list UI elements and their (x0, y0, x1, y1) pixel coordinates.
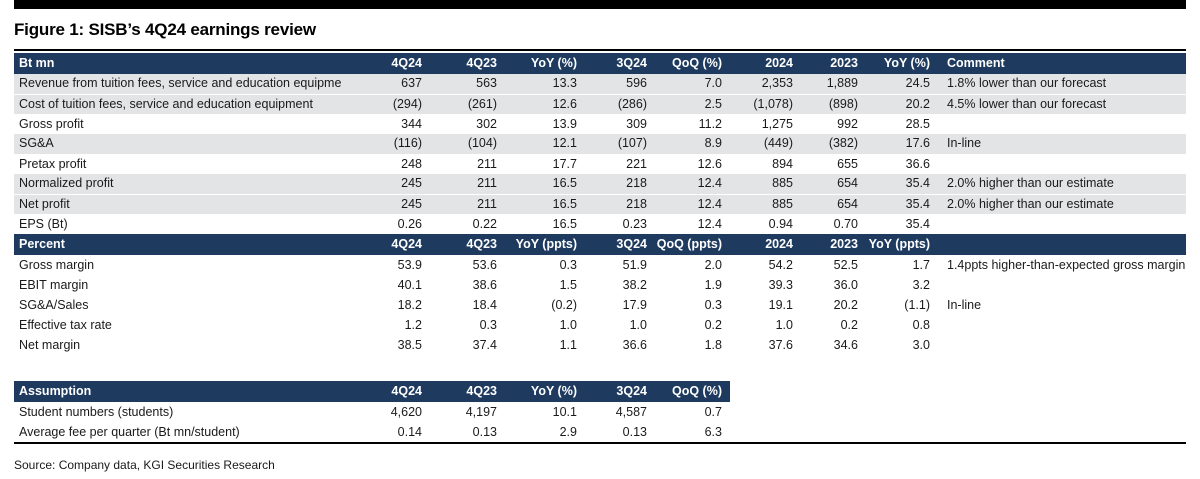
value-cell: 211 (430, 174, 505, 194)
value-cell: 0.3 (704, 297, 722, 312)
value-cell: 12.6 (505, 94, 585, 114)
column-header: QoQ (%) (655, 381, 730, 402)
column-header: 2024 (730, 53, 801, 74)
value-cell: 0.14 (397, 424, 422, 439)
value-cell: 654 (801, 174, 866, 194)
comment-cell: In-line (938, 134, 1186, 154)
value-cell: 16.5 (505, 194, 585, 214)
value-cell: 0.3 (559, 257, 577, 272)
column-header: 4Q23 (430, 234, 505, 255)
value-cell: 37.4 (472, 337, 497, 352)
table-row (14, 114, 1186, 134)
row-label: SG&A/Sales (19, 297, 89, 312)
row-label: SG&A (14, 134, 346, 154)
value-cell: (294) (346, 94, 430, 114)
column-header (938, 234, 1186, 255)
value-cell: 309 (626, 116, 647, 131)
comment-cell: 1.4ppts higher-than-expected gross margin (947, 257, 1186, 272)
column-header: YoY (ppts) (505, 234, 585, 255)
value-cell: 1.1 (559, 337, 577, 352)
comment-cell (938, 214, 1186, 234)
row-label: Average fee per quarter (Bt mn/student) (19, 424, 240, 439)
value-cell: 885 (730, 194, 801, 214)
value-cell: 1.8 (704, 337, 722, 352)
value-cell: 1.0 (629, 317, 647, 332)
column-header: YoY (%) (505, 381, 585, 402)
row-label: Net margin (19, 337, 81, 352)
value-cell: 13.3 (505, 74, 585, 94)
value-cell: 12.4 (697, 216, 722, 231)
value-cell: 17.6 (866, 134, 938, 154)
column-header: 2023 (801, 53, 866, 74)
value-cell: 0.26 (397, 216, 422, 231)
value-cell: 36.0 (833, 277, 858, 292)
section-header-label: Percent (14, 234, 346, 255)
comment-cell: 2.0% higher than our estimate (938, 194, 1186, 214)
value-cell: 637 (346, 74, 430, 94)
value-cell: 19.1 (768, 297, 793, 312)
value-cell: 20.2 (866, 94, 938, 114)
value-cell: 992 (837, 116, 858, 131)
comment-cell: 4.5% lower than our forecast (938, 94, 1186, 114)
value-cell: (382) (801, 134, 866, 154)
value-cell: (261) (430, 94, 505, 114)
value-cell: 1,889 (801, 74, 866, 94)
value-cell: 12.4 (655, 174, 730, 194)
value-cell: 0.2 (704, 317, 722, 332)
value-cell: 211 (430, 194, 505, 214)
column-header: 3Q24 (585, 381, 655, 402)
row-label: Pretax profit (19, 156, 87, 171)
value-cell: (107) (585, 134, 655, 154)
value-cell: 34.6 (833, 337, 858, 352)
value-cell: 38.6 (472, 277, 497, 292)
value-cell: 4,620 (390, 404, 422, 419)
value-cell: (116) (346, 134, 430, 154)
value-cell: 0.7 (704, 404, 722, 419)
value-cell: 16.5 (505, 174, 585, 194)
row-label: EPS (Bt) (19, 216, 68, 231)
value-cell: 28.5 (905, 116, 930, 131)
value-cell: 20.2 (833, 297, 858, 312)
assumptions-table (14, 381, 730, 442)
section-header-label: Assumption (14, 381, 346, 402)
header-row (14, 381, 730, 402)
column-header: 2023 (801, 234, 866, 255)
comment-cell (938, 154, 1186, 174)
comment-cell: In-line (947, 297, 982, 312)
value-cell: 1.5 (559, 277, 577, 292)
value-cell: 211 (477, 156, 497, 171)
value-cell: 51.9 (622, 257, 647, 272)
value-cell: 0.94 (768, 216, 793, 231)
table-row (14, 275, 1186, 295)
column-header: YoY (%) (866, 53, 938, 74)
row-label: Cost of tuition fees, service and education equipment (14, 94, 346, 114)
value-cell: 1.9 (704, 277, 722, 292)
header-row (14, 234, 1186, 255)
row-label: Gross profit (19, 116, 84, 131)
value-cell: 248 (401, 156, 422, 171)
value-cell: 13.9 (552, 116, 577, 131)
column-header: 4Q24 (346, 234, 430, 255)
comment-cell: 1.8% lower than our forecast (938, 74, 1186, 94)
value-cell: (104) (430, 134, 505, 154)
value-cell: 0.13 (472, 424, 497, 439)
value-cell: 0.13 (622, 424, 647, 439)
value-cell: 218 (585, 174, 655, 194)
value-cell: 596 (585, 74, 655, 94)
value-cell: 38.5 (397, 337, 422, 352)
value-cell: (898) (801, 94, 866, 114)
comment-cell (938, 275, 1186, 295)
value-cell: 11.2 (698, 116, 722, 131)
section-gap (14, 355, 1186, 381)
value-cell: 2.0 (704, 257, 722, 272)
income-statement-table (14, 53, 1186, 234)
value-cell: 12.1 (505, 134, 585, 154)
table-row (14, 295, 1186, 315)
value-cell: 35.4 (905, 216, 930, 231)
value-cell: 302 (476, 116, 497, 131)
value-cell: 7.0 (655, 74, 730, 94)
value-cell: 36.6 (622, 337, 647, 352)
table-row (14, 74, 1186, 94)
value-cell: 885 (730, 174, 801, 194)
value-cell: 245 (346, 174, 430, 194)
table-row (14, 402, 730, 422)
value-cell: 654 (801, 194, 866, 214)
value-cell: 3.2 (912, 277, 930, 292)
value-cell: (0.2) (551, 297, 577, 312)
column-header: 3Q24 (585, 234, 655, 255)
value-cell: 12.4 (655, 194, 730, 214)
value-cell: 8.9 (655, 134, 730, 154)
value-cell: 894 (772, 156, 793, 171)
row-label: Normalized profit (14, 174, 346, 194)
value-cell: 3.0 (912, 337, 930, 352)
value-cell: 18.4 (472, 297, 497, 312)
comment-cell (938, 114, 1186, 134)
row-label: Revenue from tuition fees, service and education equipme (14, 74, 346, 94)
value-cell: 16.5 (552, 216, 577, 231)
table-row (14, 255, 1186, 275)
value-cell: 38.2 (622, 277, 647, 292)
value-cell: 0.23 (622, 216, 647, 231)
value-cell: 0.2 (840, 317, 858, 332)
row-label: EBIT margin (19, 277, 89, 292)
value-cell: 245 (346, 194, 430, 214)
table-row (14, 214, 1186, 234)
comment-cell: 2.0% higher than our estimate (938, 174, 1186, 194)
table-row (14, 174, 1186, 194)
margins-percent-table (14, 234, 1186, 355)
column-header: 4Q24 (346, 53, 430, 74)
value-cell: 2.9 (559, 424, 577, 439)
column-header: YoY (ppts) (866, 234, 938, 255)
bottom-divider (14, 442, 1186, 444)
value-cell: 218 (585, 194, 655, 214)
value-cell: 1.7 (912, 257, 930, 272)
value-cell: 563 (430, 74, 505, 94)
value-cell: 1.0 (775, 317, 793, 332)
value-cell: 40.1 (397, 277, 422, 292)
table-row (14, 154, 1186, 174)
section-header-label: Bt mn (14, 53, 346, 74)
column-header: YoY (%) (505, 53, 585, 74)
value-cell: 1.0 (559, 317, 577, 332)
table-row (14, 422, 730, 442)
value-cell: 0.70 (833, 216, 858, 231)
value-cell: 2,353 (730, 74, 801, 94)
value-cell: 344 (401, 116, 422, 131)
table-row (14, 94, 1186, 114)
value-cell: 24.5 (866, 74, 938, 94)
value-cell: 35.4 (866, 194, 938, 214)
value-cell: (286) (585, 94, 655, 114)
value-cell: 37.6 (768, 337, 793, 352)
value-cell: 0.3 (479, 317, 497, 332)
value-cell: 655 (837, 156, 858, 171)
value-cell: 4,197 (465, 404, 497, 419)
table-top-rule (14, 49, 1186, 51)
column-header: 4Q23 (430, 53, 505, 74)
column-header: 2024 (730, 234, 801, 255)
value-cell: 54.2 (768, 257, 793, 272)
column-header: 3Q24 (585, 53, 655, 74)
column-header: QoQ (ppts) (655, 234, 730, 255)
table-row (14, 315, 1186, 335)
value-cell: 2.5 (655, 94, 730, 114)
value-cell: (1.1) (904, 297, 930, 312)
comment-cell (938, 315, 1186, 335)
value-cell: 52.5 (833, 257, 858, 272)
value-cell: 53.9 (397, 257, 422, 272)
column-header: Comment (938, 53, 1186, 74)
table-row (14, 134, 1186, 154)
value-cell: 39.3 (768, 277, 793, 292)
column-header: 4Q24 (346, 381, 430, 402)
value-cell: 17.7 (552, 156, 577, 171)
value-cell: 221 (626, 156, 647, 171)
row-label: Student numbers (students) (19, 404, 174, 419)
figure-title: Figure 1: SISB’s 4Q24 earnings review (14, 20, 316, 39)
value-cell: 0.8 (912, 317, 930, 332)
column-header: QoQ (%) (655, 53, 730, 74)
value-cell: 35.4 (866, 174, 938, 194)
value-cell: 0.22 (472, 216, 497, 231)
value-cell: (1,078) (730, 94, 801, 114)
value-cell: 18.2 (397, 297, 422, 312)
row-label: Gross margin (19, 257, 95, 272)
header-row (14, 53, 1186, 74)
value-cell: 36.6 (905, 156, 930, 171)
column-header: 4Q23 (430, 381, 505, 402)
value-cell: 17.9 (622, 297, 647, 312)
value-cell: 1,275 (761, 116, 793, 131)
row-label: Net profit (14, 194, 346, 214)
value-cell: 1.2 (404, 317, 422, 332)
source-note: Source: Company data, KGI Securities Research (14, 458, 275, 472)
top-divider (14, 0, 1186, 9)
value-cell: (449) (730, 134, 801, 154)
value-cell: 4,587 (615, 404, 647, 419)
row-label: Effective tax rate (19, 317, 112, 332)
value-cell: 10.1 (552, 404, 577, 419)
table-row (14, 194, 1186, 214)
comment-cell (938, 335, 1186, 355)
table-row (14, 335, 1186, 355)
value-cell: 12.6 (697, 156, 722, 171)
value-cell: 6.3 (704, 424, 722, 439)
value-cell: 53.6 (472, 257, 497, 272)
